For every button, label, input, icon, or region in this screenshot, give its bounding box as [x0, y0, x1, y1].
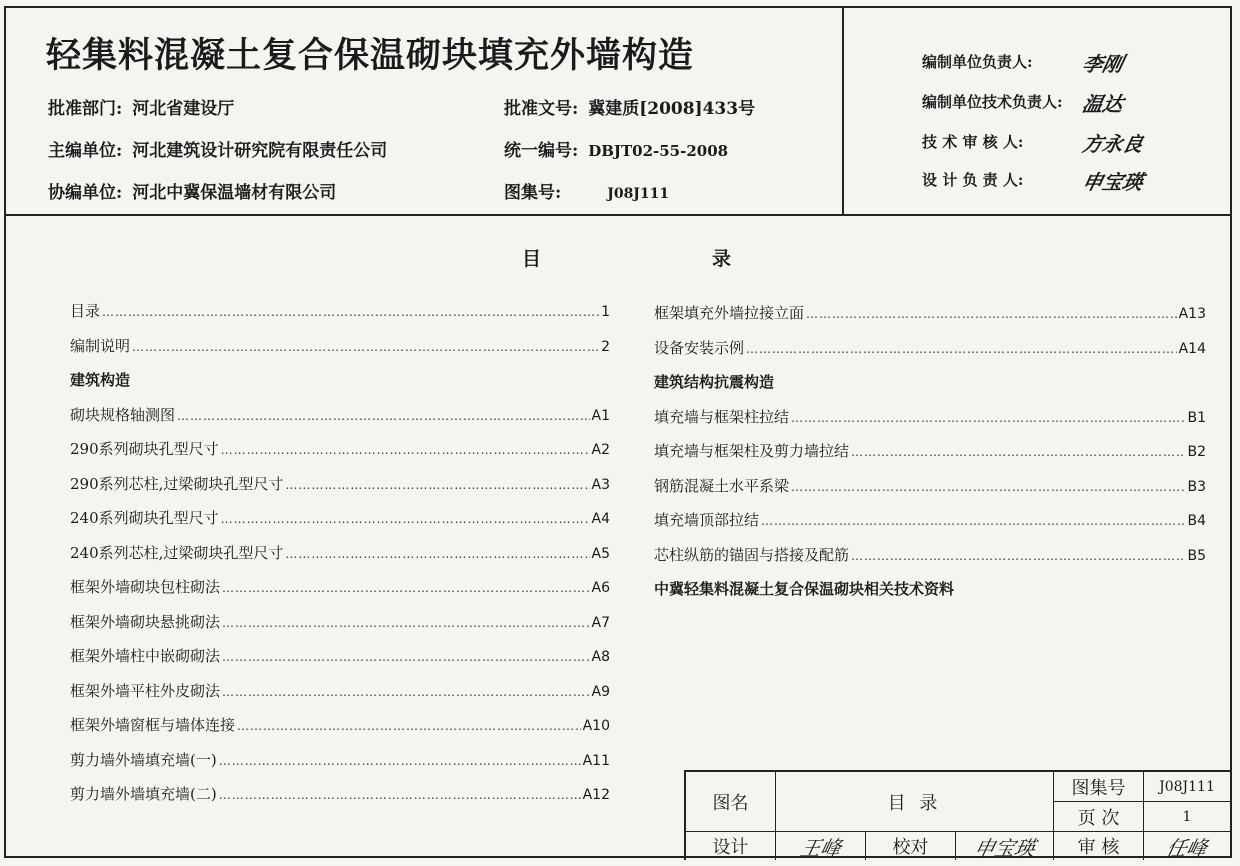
approving-dept-label: 批准部门:: [48, 99, 123, 119]
header: [6, 8, 1230, 216]
approving-dept: [48, 94, 234, 119]
toc-entry-page: A9: [591, 683, 610, 700]
toc-section-heading: [654, 371, 1206, 406]
toc-entry[interactable]: [70, 749, 610, 784]
toc-entry[interactable]: [70, 300, 610, 335]
toc-right-column: [654, 302, 1206, 613]
responsible-label: 技 术 审 核 人:: [922, 132, 1024, 151]
toc-entry-title: 290系列芯柱,过梁砌块孔型尺寸: [70, 474, 284, 493]
tb-check-signature: [956, 832, 1054, 860]
tb-atlas-value: J08J111: [1144, 772, 1230, 802]
unified-number: [504, 136, 728, 161]
toc-entry-title: 框架外墙砌块包柱砌法: [70, 578, 221, 596]
toc-entry[interactable]: [70, 576, 610, 611]
title-block: [684, 770, 1230, 860]
toc-leader-dots: [222, 581, 590, 595]
toc-leader-dots: [222, 616, 590, 630]
toc-entry-title: 剪力墙外墙填充墙(二): [70, 785, 217, 803]
toc-entry[interactable]: [70, 611, 610, 646]
signature: 申宝瑛: [1080, 170, 1146, 194]
atlas-number-label: 图集号:: [504, 183, 562, 203]
toc-entry-title: 目录: [70, 302, 101, 320]
responsible-label: 编制单位技术负责人:: [922, 92, 1063, 111]
toc-leader-dots: [132, 340, 599, 354]
signature: 任峰: [1164, 835, 1210, 860]
toc-leader-dots: [221, 512, 590, 526]
toc-entry[interactable]: [70, 645, 610, 680]
approving-dept-value: 河北省建设厅: [132, 99, 235, 119]
tb-atlas-label: 图集号: [1054, 772, 1144, 802]
toc-leader-dots: [222, 650, 590, 664]
toc-entry[interactable]: [70, 335, 610, 370]
toc-entry-page: B3: [1187, 478, 1206, 495]
approval-doc-label: 批准文号:: [504, 99, 579, 119]
toc-leader-dots: [806, 307, 1177, 321]
toc-leader-dots: [851, 549, 1185, 563]
toc-entry[interactable]: [654, 302, 1206, 337]
toc-entry[interactable]: [70, 680, 610, 715]
toc-entry-title: 290系列砌块孔型尺寸: [70, 440, 219, 458]
toc-entry-title: 240系列砌块孔型尺寸: [70, 509, 219, 527]
signature: 温达: [1080, 92, 1126, 116]
toc-leader-dots: [177, 409, 590, 423]
toc-entry-page: A4: [591, 511, 610, 527]
toc-entry-page: A6: [591, 580, 610, 596]
toc-entry-title: 钢筋混凝土水平系梁: [654, 476, 790, 495]
tb-check-label: 校对: [866, 832, 956, 860]
responsible-persons: [842, 8, 1232, 214]
toc-entry-title: 框架外墙砌块悬挑砌法: [70, 612, 221, 631]
toc-entry-title: 建筑结构抗震构造: [654, 373, 775, 391]
tb-review-signature: [1144, 832, 1230, 860]
toc-leader-dots: [102, 305, 599, 319]
toc-entry-page: A10: [582, 718, 610, 734]
approval-doc-value: 冀建质[2008]433号: [588, 99, 756, 119]
toc-entry-title: 填充墙与框架柱及剪力墙拉结: [654, 442, 850, 460]
toc-entry-page: A13: [1178, 306, 1206, 322]
toc-entry[interactable]: [70, 404, 610, 439]
tb-name-label: 图名: [686, 772, 776, 832]
toc-entry[interactable]: [70, 473, 610, 508]
toc-entry-page: A12: [582, 787, 610, 803]
toc-entry-page: A7: [591, 614, 610, 631]
responsible-row: [922, 48, 1126, 77]
toc-left-column: [70, 300, 610, 818]
toc-entry-page: A8: [591, 649, 610, 665]
toc-entry-title: 填充墙与框架柱拉结: [654, 407, 790, 426]
toc-entry-page: 2: [601, 338, 610, 355]
toc-entry-title: 框架外墙窗框与墙体连接: [70, 716, 236, 734]
responsible-label: 编制单位负责人:: [922, 52, 1033, 71]
toc-entry-page: 1: [601, 304, 610, 320]
tb-page-value: 1: [1144, 802, 1230, 832]
co-editor-label: 协编单位:: [48, 183, 123, 203]
atlas-number: [504, 178, 669, 203]
toc-leader-dots: [791, 480, 1185, 494]
toc-entry-title: 设备安装示例: [654, 338, 745, 357]
toc-leader-dots: [285, 547, 589, 561]
tb-design-signature: [776, 832, 866, 860]
signature: 申宝瑛: [971, 835, 1037, 860]
responsible-label: 设 计 负 责 人:: [922, 170, 1024, 189]
toc-entry-page: B2: [1187, 444, 1206, 460]
chief-editor: [48, 136, 387, 161]
toc-entry[interactable]: [654, 544, 1206, 579]
chief-editor-label: 主编单位:: [48, 141, 123, 161]
toc-leader-dots: [237, 719, 581, 733]
toc-leader-dots: [222, 685, 590, 699]
toc-entry-page: A5: [591, 545, 610, 562]
header-info: [6, 8, 842, 214]
signature: 王峰: [797, 835, 843, 860]
toc-entry-page: A3: [591, 476, 610, 493]
signature: 李刚: [1080, 52, 1126, 76]
toc-entry[interactable]: [70, 438, 610, 473]
responsible-row: [922, 88, 1126, 117]
atlas-number-value: J08J111: [607, 186, 670, 202]
approval-doc: [504, 94, 755, 119]
toc-entry-page: B4: [1187, 513, 1206, 529]
toc-entry-title: 建筑构造: [70, 371, 131, 389]
toc-section-heading: [70, 369, 610, 404]
document-title: 轻集料混凝土复合保温砌块填充外墙构造: [46, 36, 695, 76]
toc-entry-title: 编制说明: [70, 336, 131, 355]
toc-leader-dots: [746, 342, 1177, 356]
toc-entry[interactable]: [654, 509, 1206, 544]
co-editor: [48, 178, 336, 203]
toc-entry-page: A11: [582, 752, 610, 769]
toc-leader-dots: [285, 478, 589, 492]
unified-number-label: 统一编号:: [504, 141, 579, 161]
toc-entry-title: 240系列芯柱,过梁砌块孔型尺寸: [70, 543, 284, 562]
unified-number-value: DBJT02-55-2008: [588, 142, 729, 160]
toc-heading-left: 目: [522, 248, 542, 270]
toc-entry-title: 中冀轻集料混凝土复合保温砌块相关技术资料: [654, 580, 955, 598]
toc-entry[interactable]: [654, 440, 1206, 475]
toc-entry-title: 框架外墙柱中嵌砌砌法: [70, 647, 221, 665]
toc-leader-dots: [219, 788, 581, 802]
toc-entry-page: A1: [591, 407, 610, 424]
signature: 方永良: [1080, 132, 1146, 156]
toc-entry[interactable]: [70, 783, 610, 818]
toc-entry-title: 剪力墙外墙填充墙(一): [70, 750, 217, 769]
toc-entry-page: A14: [1178, 340, 1206, 357]
toc-entry-page: B1: [1187, 409, 1206, 426]
toc-entry[interactable]: [70, 507, 610, 542]
co-editor-value: 河北中冀保温墙材有限公司: [132, 183, 337, 203]
toc-leader-dots: [221, 443, 590, 457]
tb-page-label: 页 次: [1054, 802, 1144, 832]
toc-leader-dots: [219, 754, 581, 768]
tb-design-label: 设计: [686, 832, 776, 860]
toc-leader-dots: [791, 411, 1185, 425]
toc-section-heading: [654, 578, 1206, 613]
toc-entry[interactable]: [70, 714, 610, 749]
responsible-row: [922, 128, 1146, 157]
toc-entry[interactable]: [70, 542, 610, 577]
chief-editor-value: 河北建筑设计研究院有限责任公司: [132, 141, 388, 161]
toc-heading-right: 录: [712, 248, 732, 270]
toc-entry-page: A2: [591, 442, 610, 458]
tb-review-label: 审 核: [1054, 832, 1144, 860]
toc-entry-page: B5: [1187, 547, 1206, 564]
drawing-frame: [4, 6, 1232, 858]
toc-entry-title: 砌块规格轴测图: [70, 405, 176, 424]
toc-entry[interactable]: [654, 475, 1206, 510]
toc-entry[interactable]: [654, 337, 1206, 372]
toc-entry-title: 芯柱纵筋的锚固与搭接及配筋: [654, 545, 850, 564]
toc-entry-title: 框架外墙平柱外皮砌法: [70, 681, 221, 700]
toc-entry-title: 填充墙顶部拉结: [654, 511, 760, 529]
toc-leader-dots: [851, 445, 1185, 459]
toc-leader-dots: [761, 514, 1185, 528]
responsible-row: [922, 166, 1146, 195]
tb-name-value: 目 录: [776, 772, 1054, 832]
toc-entry-title: 框架填充外墙拉接立面: [654, 304, 805, 322]
toc-entry[interactable]: [654, 406, 1206, 441]
